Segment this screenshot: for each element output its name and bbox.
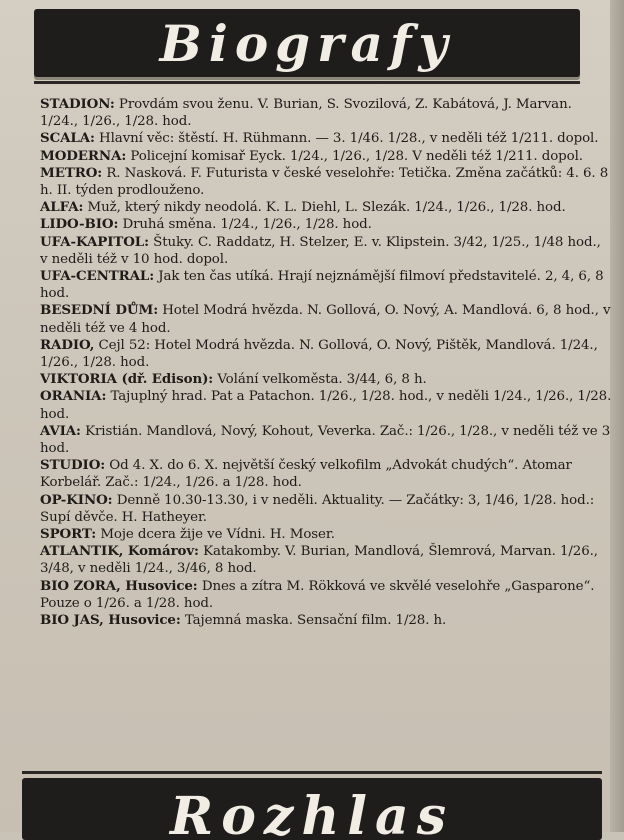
section-banner — [34, 9, 580, 77]
listing-atlantik — [40, 543, 612, 577]
cinema-name: OP-KINO: — [40, 491, 113, 508]
cinema-name: VIKTORIA (dř. Edison): — [40, 371, 214, 388]
listing-text: Tajuplný hrad. Pat a Patachon. 1/26., 1/28. hod., v neděli 1/24., 1/26., 1/28. hod. — [40, 389, 612, 422]
listing-text: Provdám svou ženu. V. Burian, S. Svozilová, Z. Kabátová, J. Marvan. 1/24., 1/26., 1/28. hod. — [40, 97, 572, 130]
listing-text: Dnes a zítra M. Rökková ve skvělé veselohře „Gasparone“. Pouze o 1/26. a 1/28. hod. — [40, 578, 595, 611]
cinema-name: SPORT: — [40, 526, 97, 543]
listing-bio-jas — [40, 612, 612, 629]
cinema-name: ORANIA: — [40, 388, 107, 405]
listing-text: Hotel Modrá hvězda. N. Gollová, O. Nový, A. Mandlová. 6, 8 hod., v neděli též ve 4 hod. — [40, 303, 611, 336]
cinema-name: STUDIO: — [40, 457, 106, 474]
next-section-title: Rozhlas — [170, 786, 454, 840]
listing-moderna — [40, 148, 612, 165]
cinema-name: METRO: — [40, 164, 103, 181]
listing-op-kino — [40, 492, 612, 526]
cinema-name: SCALA: — [40, 130, 95, 147]
listing-text: Denně 10.30-13.30, i v neděli. Aktuality. — Začátky: 3, 1/46, 1/28. hod.: Supí děvče. H. Hatheyer. — [40, 492, 595, 525]
next-section-banner — [22, 778, 602, 840]
cinema-name: AVIA: — [40, 422, 81, 439]
listing-scala — [40, 130, 612, 147]
listing-metro — [40, 165, 612, 199]
listing-viktoria — [40, 371, 612, 388]
listing-text: R. Nasková. F. Futurista v české veselohře: Tetička. Změna začátků: 4. 6. 8 h. II. týden prodlouženo. — [40, 165, 609, 199]
listing-sport — [40, 526, 612, 543]
listing-besedni-dum — [40, 302, 612, 336]
cinema-name: BIO ZORA, Husovice: — [40, 577, 198, 594]
cinema-name: UFA-KAPITOL: — [40, 233, 149, 250]
listing-orania — [40, 388, 612, 422]
listing-ufa-central — [40, 268, 612, 302]
cinema-name: MODERNA: — [40, 147, 127, 164]
cinema-name: LIDO-BIO: — [40, 216, 119, 233]
listing-text: Policejní komisař Eyck. 1/24., 1/26., 1/28. V neděli též 1/211. dopol. — [130, 148, 583, 164]
listing-text: Od 4. X. do 6. X. největší český velkofilm „Advokát chudých“. Atomar Korbelář. Zač.: 1/24., 1/26. a 1/28. hod. — [40, 458, 572, 491]
listing-stadion — [40, 96, 612, 130]
listing-text: Kristián. Mandlová, Nový, Kohout, Veverka. Zač.: 1/26., 1/28., v neděli též ve 3 hod. — [40, 423, 611, 457]
listing-text: Cejl 52: Hotel Modrá hvězda. N. Gollová, O. Nový, Pištěk, Mandlová. 1/24., 1/26., 1/28. hod. — [40, 337, 598, 371]
cinema-listings — [40, 96, 612, 629]
divider — [22, 771, 602, 774]
listing-lido-bio — [40, 216, 612, 233]
listing-text: Muž, který nikdy neodolá. K. L. Diehl, L. Slezák. 1/24., 1/26., 1/28. hod. — [87, 200, 566, 216]
listing-alfa — [40, 199, 612, 216]
page-edge — [610, 0, 624, 832]
listing-text: Jak ten čas utíká. Hrají nejznámější filmoví představitelé. 2, 4, 6, 8 hod. — [40, 269, 604, 302]
listing-text: Tajemná maska. Sensační film. 1/28. h. — [184, 613, 447, 629]
cinema-name: UFA-CENTRAL: — [40, 268, 155, 285]
listing-text: Druhá směna. 1/24., 1/26., 1/28. hod. — [122, 217, 372, 233]
listing-studio — [40, 457, 612, 491]
listing-avia — [40, 423, 612, 457]
listing-ufa-kapitol — [40, 234, 612, 268]
listing-text: Katakomby. V. Burian, Mandlová, Šlemrová, Marvan. 1/26., 3/48, v neděli 1/24., 3/46, 8 hod. — [40, 544, 598, 577]
cinema-name: STADION: — [40, 96, 115, 112]
listing-text: Štuky. C. Raddatz, H. Stelzer, E. v. Klipstein. 3/42, 1/25., 1/48 hod., v neděli též v 10 hod. dopol. — [40, 234, 601, 267]
listing-text: Moje dcera žije ve Vídni. H. Moser. — [100, 527, 335, 543]
listing-text: Volání velkoměsta. 3/44, 6, 8 h. — [217, 372, 427, 388]
listing-bio-zora — [40, 578, 612, 612]
divider — [34, 81, 580, 84]
listing-radio — [40, 337, 612, 371]
cinema-name: BESEDNÍ DŮM: — [40, 302, 159, 319]
listing-text: Hlavní věc: štěstí. H. Rühmann. — 3. 1/46. 1/28., v neděli též 1/211. dopol. — [99, 131, 599, 147]
cinema-name: BIO JAS, Husovice: — [40, 612, 181, 629]
section-title: Biografy — [159, 13, 455, 73]
cinema-name: ALFA: — [40, 199, 84, 216]
cinema-name: ATLANTIK, Komárov: — [40, 543, 199, 560]
cinema-name: RADIO, — [40, 336, 95, 353]
